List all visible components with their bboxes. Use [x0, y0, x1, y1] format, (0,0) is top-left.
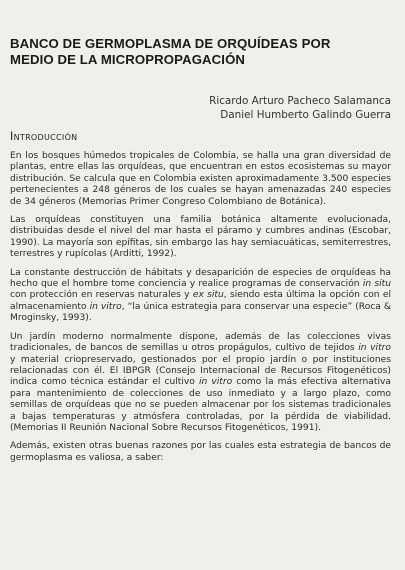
italic-term: in vitro: [89, 301, 122, 312]
paragraph: [10, 441, 391, 464]
text-run: En los bosques húmedos tropicales de Colombia, se halla una gran diversidad de plantas, entre ellas las orquídeas, que encuentran en estos ecosistemas su mayor distribución. Se calcula que en Colombia existen aproximadamente 3.500 especies pertenecientes a 248 géneros de los cuales se hayan amenazadas 240 especies de 34 géneros (Memorias Primer Congreso Colombiano de Botánica).: [10, 151, 391, 207]
title-line: BANCO DE GERMOPLASMA DE ORQUÍDEAS POR: [10, 36, 331, 51]
text-run: y material criopreservado, gestionados por el propio jardín o por instituciones relacionadas con él. El IBPGR (Consejo Internacional de Recursos Fitogenéticos) indica como técnica estándar el cultivo: [10, 354, 391, 388]
text-run: Un jardín moderno normalmente dispone, además de las colecciones vivas tradicionales, de bancos de semillas u otros propágulos, cultivo de tejidos: [10, 331, 391, 354]
title-line: MEDIO DE LA MICROPROPAGACIÓN: [10, 52, 246, 67]
paragraph: [10, 151, 391, 208]
author-list: [10, 95, 391, 122]
italic-term: in vitro: [198, 377, 233, 388]
author-name: Ricardo Arturo Pacheco Salamanca: [209, 95, 391, 107]
body-text: [10, 151, 391, 464]
text-run: Además, existen otras buenas razones por las cuales esta estrategia de bancos de germoplasma es valiosa, a saber:: [10, 441, 391, 463]
author-name: Daniel Humberto Galindo Guerra: [220, 108, 391, 121]
italic-term: in situ: [362, 279, 391, 290]
text-run: Las orquídeas constituyen una familia botánica altamente evolucionada, distribuidas desde el nivel del mar hasta el páramo y cumbres andinas (Escobar, 1990). La mayoría son epífitas, sin embargo las hay semiacuáticas, semiterrestres, terrestres y rupícolas (Arditti, 1992).: [10, 215, 391, 260]
paragraph: [10, 332, 391, 435]
text-run: con protección en reservas naturales y: [10, 290, 193, 301]
paragraph: [10, 268, 391, 325]
text-run: , siendo esta última la opción con el almacenamiento: [10, 290, 391, 312]
text-run: como la más efectiva alternativa para mantenimiento de colecciones de uso inmediato y a largo plazo, como semillas de orquídeas que no se pueden almacenar por los sistemas tradicionales a bajas temperaturas y atmósfera controladas, por la pérdida de viabilidad. (Memorias II Reunión Nacional Sobre Recursos Fitogenéticos, 1991).: [10, 377, 391, 433]
paragraph: [10, 215, 391, 261]
italic-term: in vitro: [358, 343, 391, 354]
text-run: La constante destrucción de hábitats y desaparición de especies de orquídeas ha hecho que el hombre tome conciencia y realice programas de conservación: [10, 267, 391, 290]
text-run: , “la única estrategia para conservar una especie” (Roca & Mroginsky, 1993).: [10, 301, 391, 324]
italic-term: ex situ: [192, 290, 224, 301]
document-title: [10, 36, 391, 68]
section-heading: Introducción: [10, 130, 78, 143]
